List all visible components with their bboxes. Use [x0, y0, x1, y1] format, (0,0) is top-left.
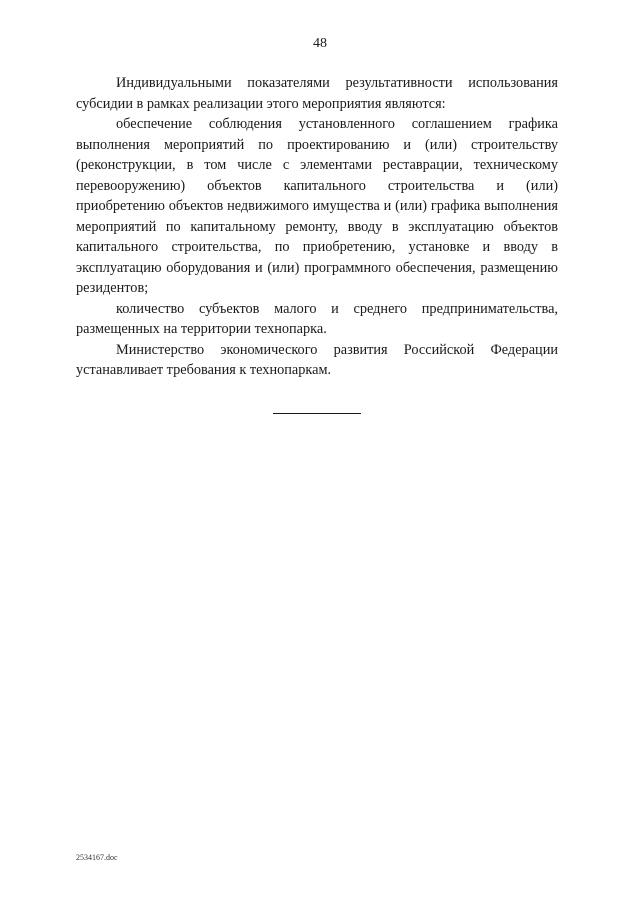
paragraph-indicators-intro: Индивидуальными показателями результативности использования субсидии в рамках реализации этого мероприятия являются: — [76, 75, 558, 112]
paragraph-schedule-compliance: обеспечение соблюдения установленного соглашением графика выполнения мероприятий по проектированию и (или) строительству (реконструкции, в том числе с элементами реставрации, техническому перевооружению) объектов капитального строительства и (или) приобретению объектов недвижимого имущества и (или) графика выполнения мероприятий по капитальному ремонту, вводу в эксплуатацию объектов капитального строительства, по приобретению, установке и вводу в эксплуатацию оборудования и (или) программного обеспечения, размещению резидентов; — [76, 116, 558, 296]
document-body — [76, 73, 558, 381]
footer-doc-code: 2534167.doc — [76, 853, 118, 862]
end-of-text-rule — [273, 413, 361, 414]
paragraph-ministry-requirements: Министерство экономического развития Российской Федерации устанавливает требования к технопаркам. — [76, 341, 558, 378]
paragraph-sme-count: количество субъектов малого и среднего предпринимательства, размещенных на территории технопарка. — [76, 300, 558, 337]
page-number: 48 — [313, 36, 327, 51]
